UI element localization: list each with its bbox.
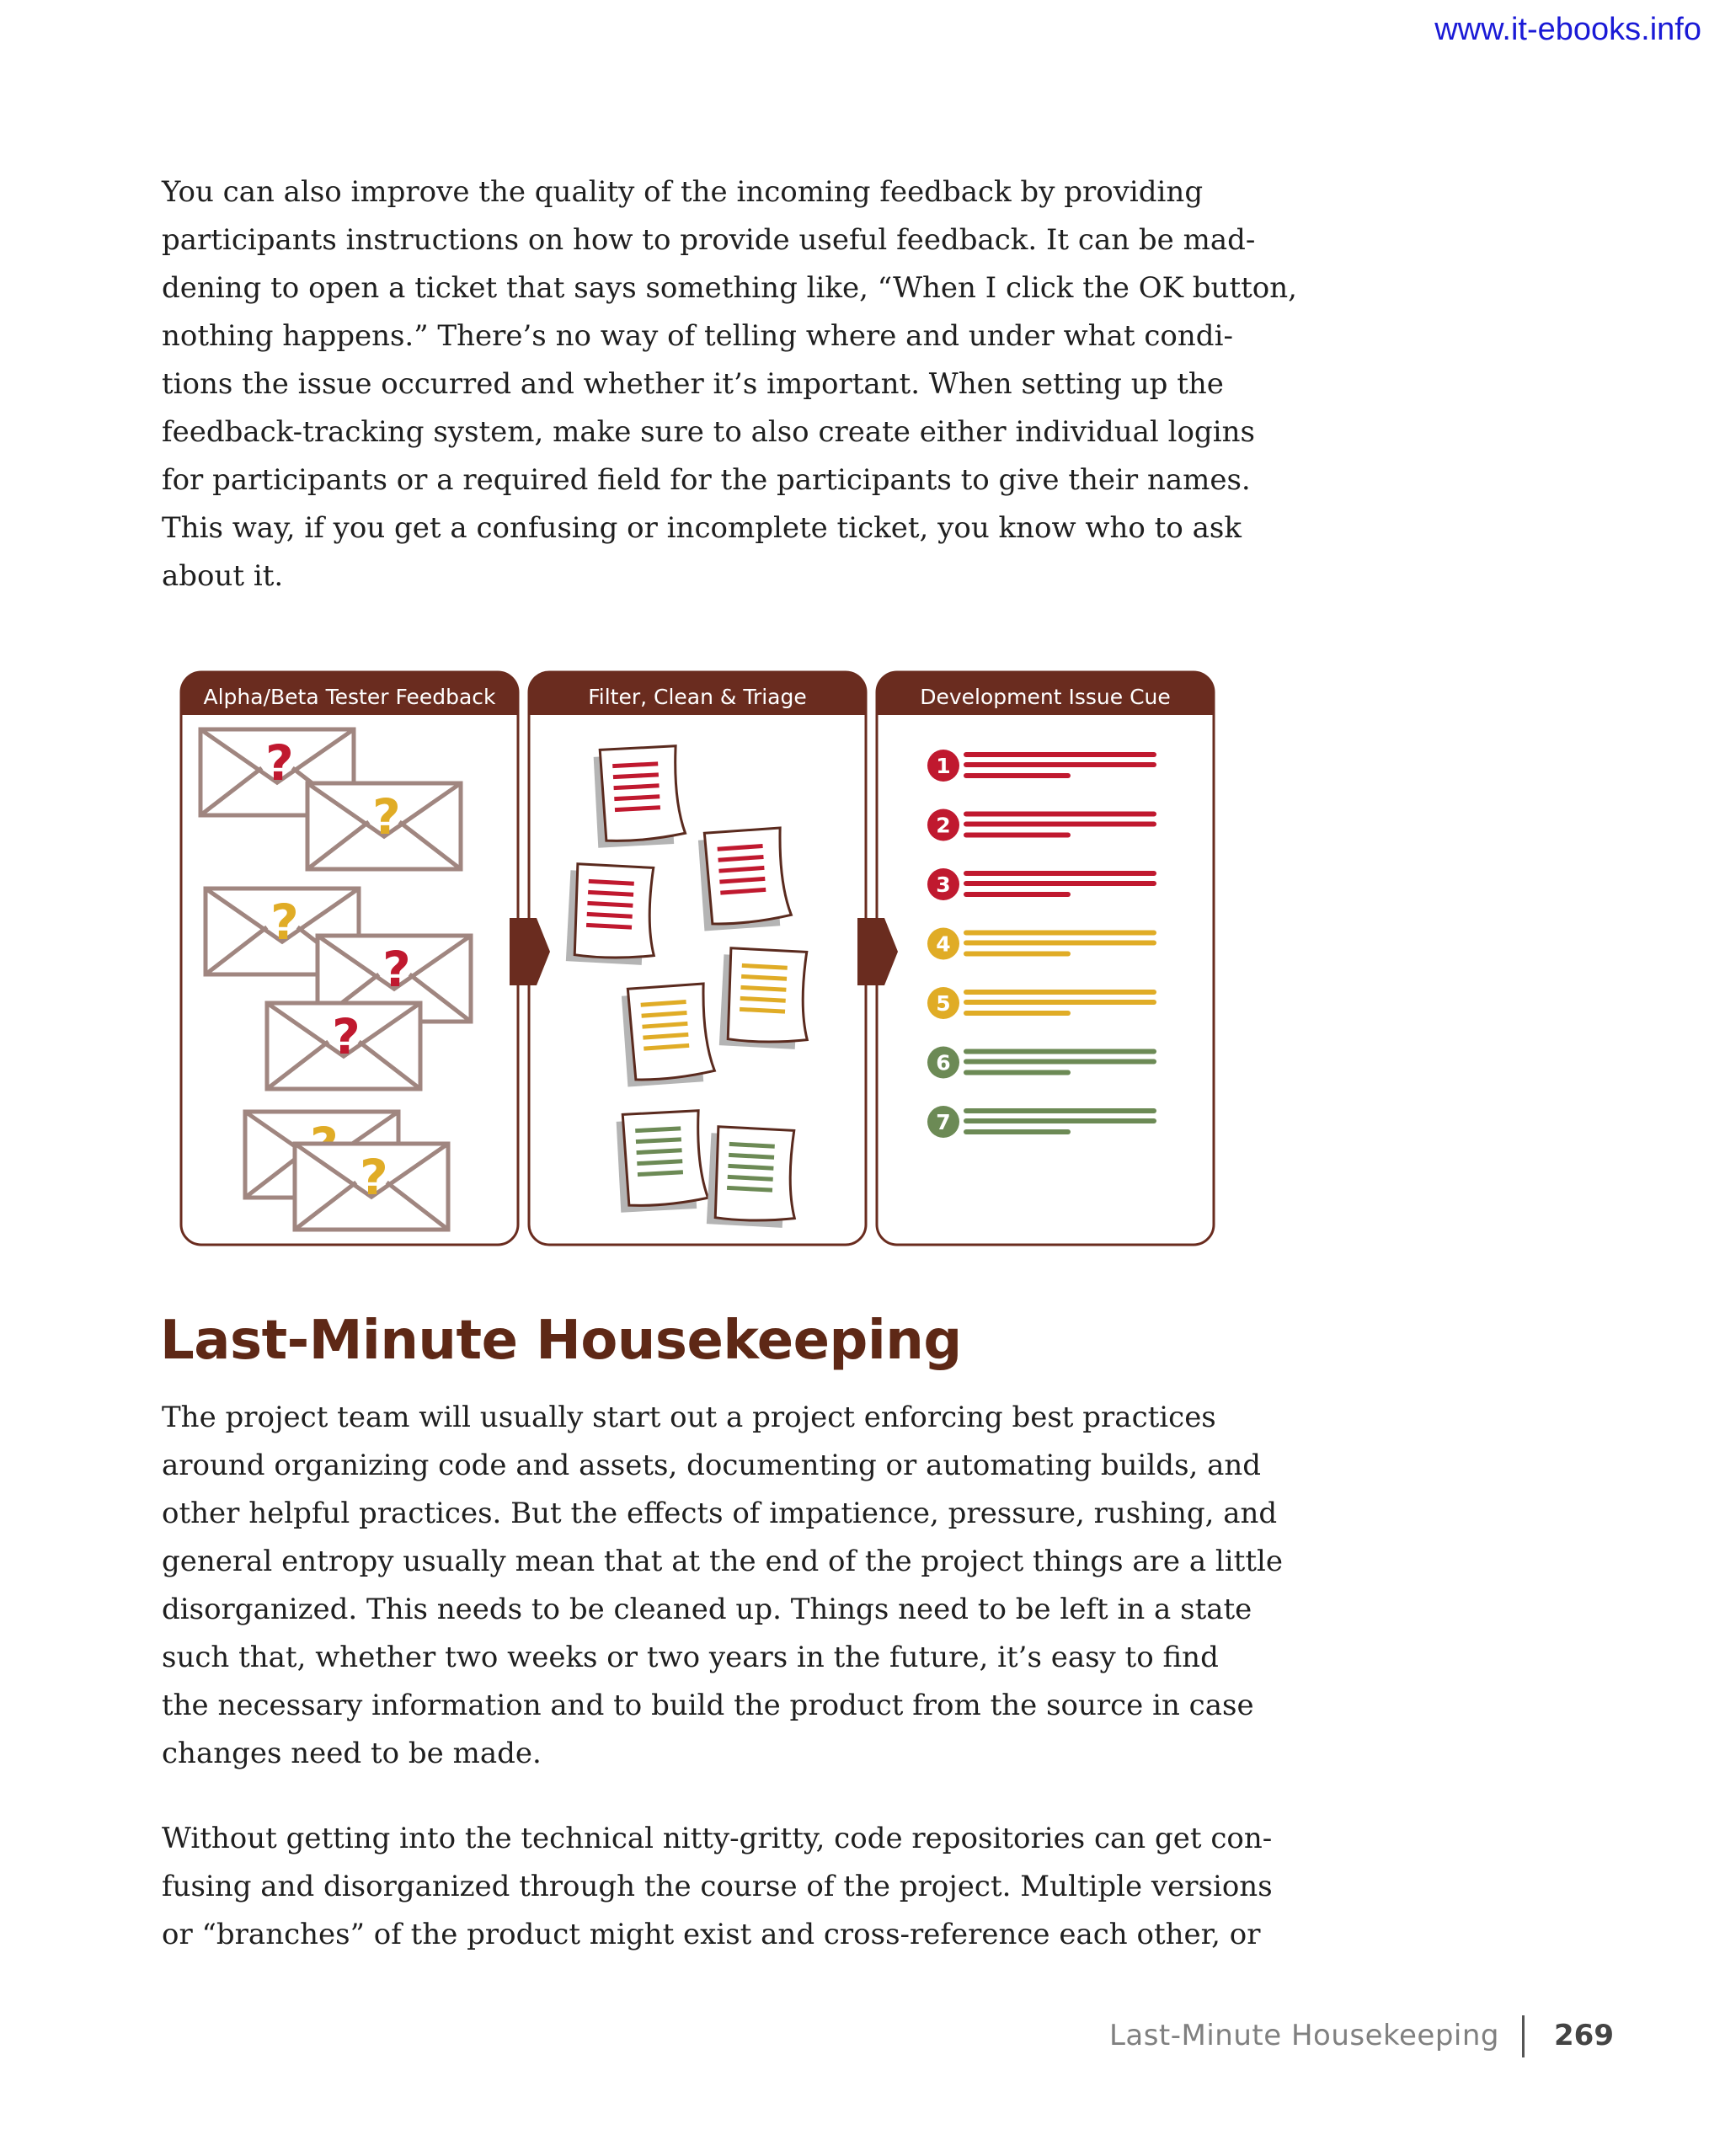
queue-number: 5 bbox=[936, 991, 951, 1016]
queue-number: 2 bbox=[936, 813, 951, 838]
paragraph-line: around organizing code and assets, documenting or automating builds, and bbox=[162, 1449, 1262, 1482]
paragraph-line: or “branches” of the product might exist and cross-reference each other, or bbox=[162, 1918, 1261, 1951]
paragraph-line: for participants or a required field for the participants to give their names. bbox=[162, 463, 1251, 497]
envelope-icon bbox=[295, 1144, 448, 1230]
question-mark-icon: ? bbox=[382, 941, 411, 998]
paper-icon bbox=[719, 947, 812, 1049]
queue-number: 1 bbox=[936, 754, 951, 778]
paragraph-line: the necessary information and to build the product from the source in case bbox=[162, 1689, 1254, 1722]
paragraph-line: about it. bbox=[162, 559, 284, 593]
question-mark-icon: ? bbox=[270, 894, 299, 951]
section-paragraph-1 bbox=[162, 1394, 1283, 1778]
panel-title: Filter, Clean & Triage bbox=[588, 685, 807, 709]
feedback-flow-diagram bbox=[173, 668, 1217, 1249]
queue-number: 3 bbox=[936, 873, 951, 897]
question-mark-icon: ? bbox=[265, 734, 294, 792]
intro-paragraph bbox=[162, 168, 1297, 600]
page-number: 269 bbox=[1554, 2019, 1614, 2052]
running-title: Last-Minute Housekeeping bbox=[1108, 2019, 1499, 2052]
paragraph-line: general entropy usually mean that at the end of the project things are a little bbox=[162, 1545, 1283, 1578]
page-footer bbox=[1095, 2009, 1617, 2068]
paper-icon bbox=[621, 984, 715, 1087]
site-link[interactable]: www.it-ebooks.info bbox=[1434, 12, 1701, 47]
paper-icon bbox=[616, 1110, 708, 1212]
paragraph-line: dening to open a ticket that says something like, “When I click the OK button, bbox=[162, 271, 1297, 305]
paragraph-line: tions the issue occurred and whether it’s important. When setting up the bbox=[162, 367, 1224, 401]
paragraph-line: such that, whether two weeks or two years in the future, it’s easy to find bbox=[162, 1641, 1219, 1674]
section-paragraph-2 bbox=[162, 1815, 1273, 1959]
queue-number: 4 bbox=[936, 931, 951, 957]
paragraph-line: Without getting into the technical nitty-gritty, code repositories can get con- bbox=[162, 1822, 1273, 1855]
paper-icon bbox=[707, 1126, 799, 1228]
paragraph-line: changes need to be made. bbox=[162, 1737, 542, 1770]
question-mark-icon: ? bbox=[372, 788, 401, 846]
paragraph-line: feedback-tracking system, make sure to also create either individual logins bbox=[162, 415, 1255, 449]
queue-number: 7 bbox=[936, 1110, 951, 1134]
paper-icon bbox=[697, 828, 792, 931]
paper-icon bbox=[566, 863, 659, 965]
paper-icon bbox=[593, 745, 686, 847]
envelope-icon bbox=[307, 783, 461, 869]
panel-title: Development Issue Cue bbox=[920, 685, 1171, 709]
paragraph-line: participants instructions on how to provide useful feedback. It can be mad- bbox=[162, 223, 1256, 257]
envelope-icon bbox=[267, 1003, 420, 1089]
paragraph-line: disorganized. This needs to be cleaned up. Things need to be left in a state bbox=[162, 1593, 1252, 1626]
paragraph-line: You can also improve the quality of the incoming feedback by providing bbox=[162, 175, 1204, 209]
queue-number: 6 bbox=[936, 1050, 951, 1075]
section-heading: Last-Minute Housekeeping bbox=[160, 1310, 962, 1372]
paragraph-line: This way, if you get a confusing or incomplete ticket, you know who to ask bbox=[162, 511, 1242, 545]
paragraph-line: other helpful practices. But the effects of impatience, pressure, rushing, and bbox=[162, 1497, 1278, 1530]
footer-divider bbox=[1522, 2015, 1525, 2057]
question-mark-icon: ? bbox=[360, 1149, 388, 1206]
paragraph-line: The project team will usually start out a project enforcing best practices bbox=[162, 1401, 1216, 1434]
paragraph-line: fusing and disorganized through the course of the project. Multiple versions bbox=[162, 1870, 1273, 1903]
paragraph-line: nothing happens.” There’s no way of telling where and under what condi- bbox=[162, 319, 1233, 353]
panel-development-queue bbox=[877, 672, 1214, 1245]
panel-title: Alpha/Beta Tester Feedback bbox=[203, 685, 496, 709]
question-mark-icon: ? bbox=[332, 1008, 360, 1065]
